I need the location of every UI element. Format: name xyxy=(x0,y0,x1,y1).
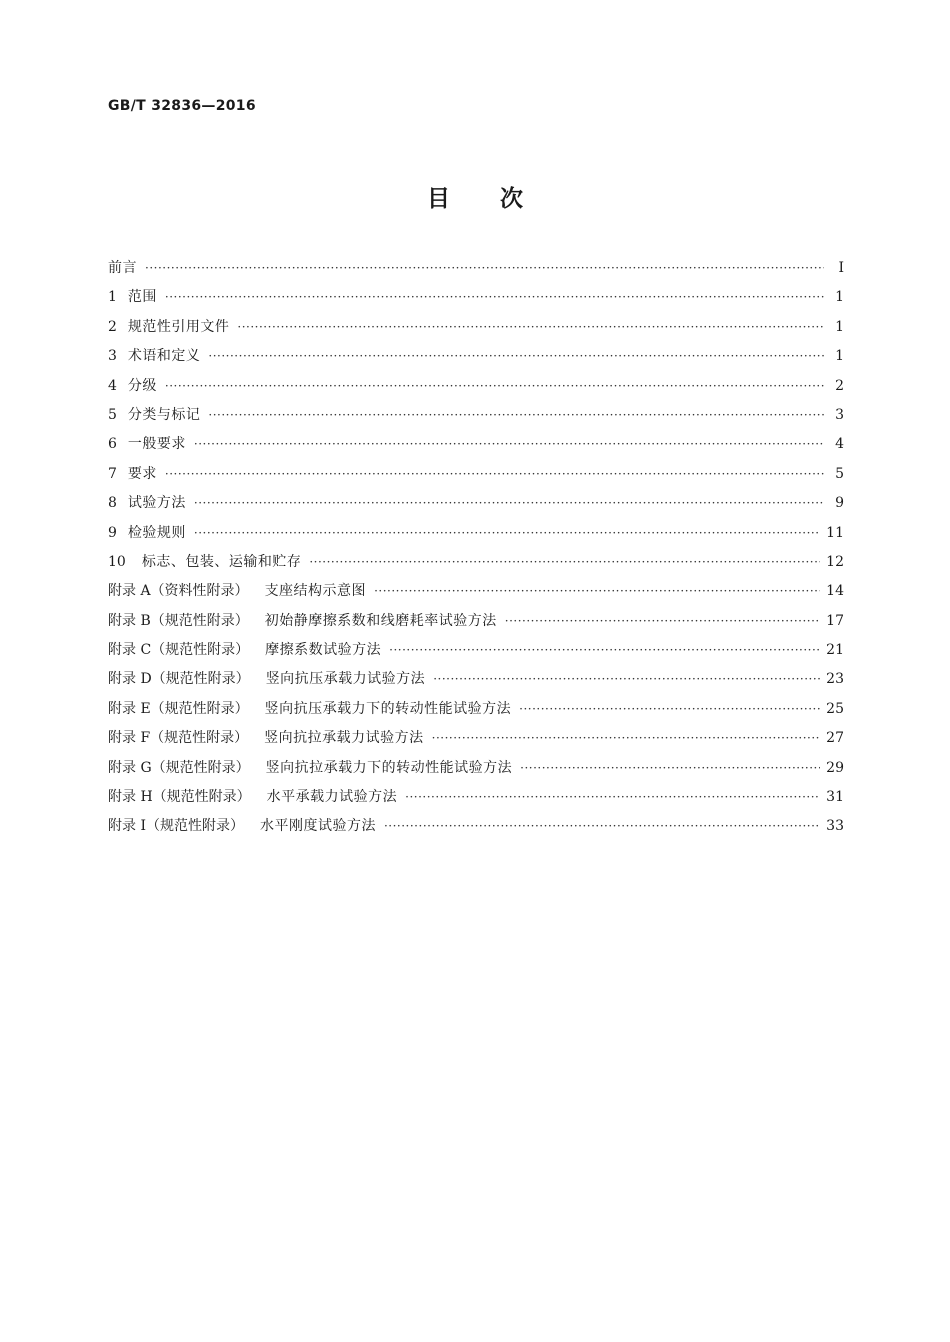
toc-entry-label: 范围 xyxy=(127,289,157,306)
toc-leader-dots xyxy=(519,702,820,716)
toc-leader-dots xyxy=(165,290,824,304)
toc-entry-page: 23 xyxy=(826,671,844,688)
toc-entry-page: 25 xyxy=(826,700,844,717)
toc-entry-appendix: 附录 G（规范性附录） xyxy=(108,759,250,776)
toc-entry[interactable] xyxy=(108,522,844,551)
toc-entry-number: 8 xyxy=(108,495,117,512)
toc-entry-label: 水平刚度试验方法 xyxy=(259,818,376,835)
toc-entry-page: 11 xyxy=(826,524,844,541)
toc-entry-page: 4 xyxy=(835,436,844,453)
toc-leader-dots xyxy=(237,320,824,334)
toc-entry-page: 17 xyxy=(826,612,844,629)
toc-entry[interactable] xyxy=(108,492,844,521)
toc-entry[interactable] xyxy=(108,610,844,639)
toc-entry-page: Ⅰ xyxy=(838,260,844,276)
toc-entry-label: 竖向抗压承载力下的转动性能试验方法 xyxy=(264,700,512,717)
toc-entry-number: 5 xyxy=(108,406,117,423)
toc-leader-dots xyxy=(520,761,820,775)
toc-entry-number: 10 xyxy=(108,553,126,570)
toc-entry-label: 竖向抗拉承载力试验方法 xyxy=(264,730,424,747)
toc-leader-dots xyxy=(145,261,824,275)
toc-entry[interactable] xyxy=(108,433,844,462)
toc-entry-page: 21 xyxy=(826,642,844,659)
toc-entry-label: 规范性引用文件 xyxy=(127,318,230,335)
standard-code: GB/T 32836—2016 xyxy=(108,98,256,114)
toc-entry-page: 9 xyxy=(835,495,844,512)
toc-entry-label: 标志、包装、运输和贮存 xyxy=(141,553,302,570)
toc-entry[interactable] xyxy=(108,668,844,697)
toc-entry-label: 分类与标记 xyxy=(127,406,201,423)
toc-leader-dots xyxy=(208,408,824,422)
toc-entry-appendix: 附录 I（规范性附录） xyxy=(108,818,244,835)
toc-leader-dots xyxy=(165,379,824,393)
toc-entry[interactable] xyxy=(108,639,844,668)
toc-entry-label: 前言 xyxy=(108,260,137,276)
toc-entry[interactable] xyxy=(108,698,844,727)
toc-leader-dots xyxy=(165,467,824,481)
toc-entry-label: 分级 xyxy=(127,377,157,394)
toc-entry[interactable] xyxy=(108,463,844,492)
toc-entry[interactable] xyxy=(108,316,844,345)
toc-entry[interactable] xyxy=(108,786,844,815)
toc-leader-dots xyxy=(384,819,820,833)
toc-entry-label: 支座结构示意图 xyxy=(264,583,367,600)
toc-leader-dots xyxy=(194,496,824,510)
toc-entry[interactable] xyxy=(108,551,844,580)
toc-leader-dots xyxy=(309,555,820,569)
toc-entry[interactable] xyxy=(108,727,844,756)
toc-entry[interactable] xyxy=(108,404,844,433)
toc-entry-page: 14 xyxy=(826,583,844,600)
toc-entry-number: 6 xyxy=(108,436,117,453)
toc-leader-dots xyxy=(432,731,821,745)
toc-entry-label: 摩擦系数试验方法 xyxy=(265,642,382,659)
toc-entry-label: 一般要求 xyxy=(127,436,186,453)
toc-entry-number: 7 xyxy=(108,465,117,482)
toc-leader-dots xyxy=(194,526,820,540)
toc-entry-number: 4 xyxy=(108,377,117,394)
toc-entry-label: 试验方法 xyxy=(127,495,186,512)
toc-entry-page: 3 xyxy=(835,406,844,423)
toc-leader-dots xyxy=(405,790,820,804)
toc-entry-label: 检验规则 xyxy=(127,524,186,541)
toc-entry-number: 2 xyxy=(108,318,117,335)
toc-entry-page: 2 xyxy=(835,377,844,394)
toc-entry-appendix: 附录 B（规范性附录） xyxy=(108,612,249,629)
toc-entry-label: 初始静摩擦系数和线磨耗率试验方法 xyxy=(264,612,497,629)
toc-leader-dots xyxy=(208,349,824,363)
toc-entry[interactable] xyxy=(108,345,844,374)
page-title: 目次 xyxy=(427,186,573,212)
toc-entry-page: 31 xyxy=(826,789,844,806)
toc-entry-page: 33 xyxy=(826,818,844,835)
toc-entry-label: 竖向抗压承载力试验方法 xyxy=(265,671,426,688)
toc-entry[interactable] xyxy=(108,580,844,609)
toc-entry-appendix: 附录 F（规范性附录） xyxy=(108,730,249,747)
toc-entry[interactable] xyxy=(108,757,844,786)
toc-entry-appendix: 附录 H（规范性附录） xyxy=(108,789,251,806)
toc-entry-page: 29 xyxy=(826,759,844,776)
toc-entry-label: 要求 xyxy=(127,465,157,482)
toc-entry-number: 9 xyxy=(108,524,117,541)
toc-leader-dots xyxy=(389,643,820,657)
toc-leader-dots xyxy=(194,437,824,451)
toc-entry[interactable] xyxy=(108,257,844,286)
toc-entry-page: 1 xyxy=(835,318,844,335)
toc-entry-label: 水平承载力试验方法 xyxy=(266,789,398,806)
table-of-contents xyxy=(108,257,844,845)
toc-leader-dots xyxy=(505,614,820,628)
toc-entry-page: 1 xyxy=(835,289,844,306)
toc-entry-page: 27 xyxy=(826,730,844,747)
toc-entry-label: 术语和定义 xyxy=(127,348,201,365)
toc-entry-appendix: 附录 C（规范性附录） xyxy=(108,642,250,659)
toc-entry[interactable] xyxy=(108,375,844,404)
toc-leader-dots xyxy=(374,584,820,598)
toc-leader-dots xyxy=(433,672,820,686)
toc-entry-appendix: 附录 E（规范性附录） xyxy=(108,700,249,717)
toc-entry-appendix: 附录 A（资料性附录） xyxy=(108,583,249,600)
toc-entry[interactable] xyxy=(108,815,844,844)
toc-entry-page: 12 xyxy=(826,553,844,570)
toc-entry-page: 1 xyxy=(835,348,844,365)
toc-entry-label: 竖向抗拉承载力下的转动性能试验方法 xyxy=(265,759,513,776)
toc-entry[interactable] xyxy=(108,286,844,315)
toc-entry-appendix: 附录 D（规范性附录） xyxy=(108,671,250,688)
toc-entry-number: 1 xyxy=(108,289,117,306)
toc-entry-number: 3 xyxy=(108,348,117,365)
toc-entry-page: 5 xyxy=(835,465,844,482)
